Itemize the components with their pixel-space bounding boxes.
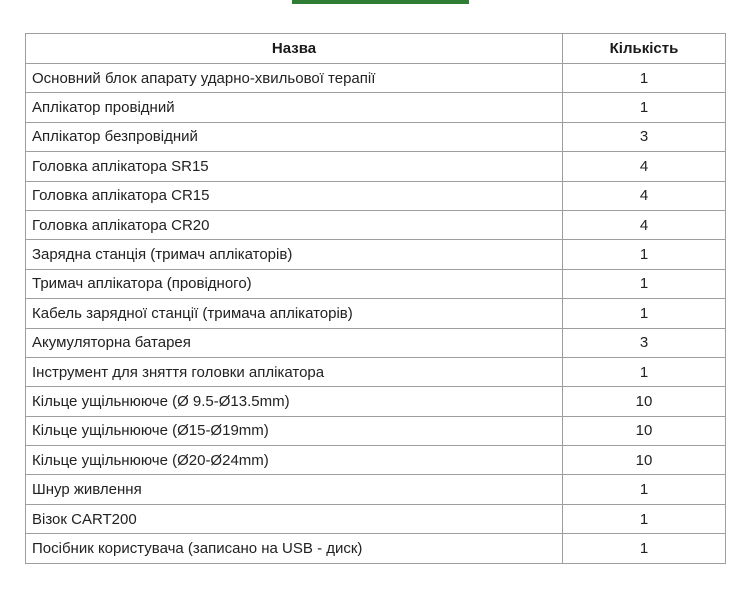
cell-name: Акумуляторна батарея [26,328,563,357]
table-row [26,357,726,386]
cell-name: Аплікатор безпровідний [26,122,563,151]
cell-quantity: 10 [563,387,726,416]
cell-name: Головка аплікатора CR20 [26,210,563,239]
cell-name: Кабель зарядної станції (тримача аплікаторів) [26,299,563,328]
cell-name: Візок CART200 [26,504,563,533]
cell-quantity: 1 [563,240,726,269]
table-row [26,210,726,239]
cell-name: Посібник користувача (записано на USB - диск) [26,534,563,563]
table-row [26,446,726,475]
table-row [26,328,726,357]
cell-quantity: 1 [563,534,726,563]
cell-quantity: 10 [563,416,726,445]
cell-name: Шнур живлення [26,475,563,504]
table-row [26,416,726,445]
cell-quantity: 10 [563,446,726,475]
cell-name: Кільце ущільнююче (Ø20-Ø24mm) [26,446,563,475]
cell-quantity: 1 [563,299,726,328]
table-row [26,504,726,533]
cell-quantity: 1 [563,357,726,386]
cell-name: Головка аплікатора CR15 [26,181,563,210]
table-row [26,387,726,416]
table-row [26,122,726,151]
top-accent-bar [292,0,469,4]
table-row [26,299,726,328]
cell-name: Аплікатор провідний [26,93,563,122]
cell-name: Головка аплікатора SR15 [26,152,563,181]
cell-quantity: 4 [563,181,726,210]
cell-quantity: 1 [563,504,726,533]
table-header-row [26,34,726,64]
cell-name: Інструмент для зняття головки аплікатора [26,357,563,386]
cell-quantity: 1 [563,269,726,298]
table-row [26,534,726,563]
cell-quantity: 4 [563,152,726,181]
table-row [26,152,726,181]
table-row [26,181,726,210]
cell-name: Тримач аплікатора (провідного) [26,269,563,298]
table-row [26,64,726,93]
cell-name: Основний блок апарату ударно-хвильової терапії [26,64,563,93]
header-name: Назва [26,34,563,64]
cell-name: Кільце ущільнююче (Ø15-Ø19mm) [26,416,563,445]
cell-quantity: 3 [563,122,726,151]
cell-quantity: 1 [563,93,726,122]
table-row [26,475,726,504]
cell-name: Кільце ущільнююче (Ø 9.5-Ø13.5mm) [26,387,563,416]
table-row [26,269,726,298]
table-row [26,240,726,269]
header-quantity: Кількість [563,34,726,64]
table-row [26,93,726,122]
cell-quantity: 1 [563,475,726,504]
cell-name: Зарядна станція (тримач аплікаторів) [26,240,563,269]
cell-quantity: 3 [563,328,726,357]
package-contents-table [25,33,726,564]
cell-quantity: 1 [563,64,726,93]
cell-quantity: 4 [563,210,726,239]
